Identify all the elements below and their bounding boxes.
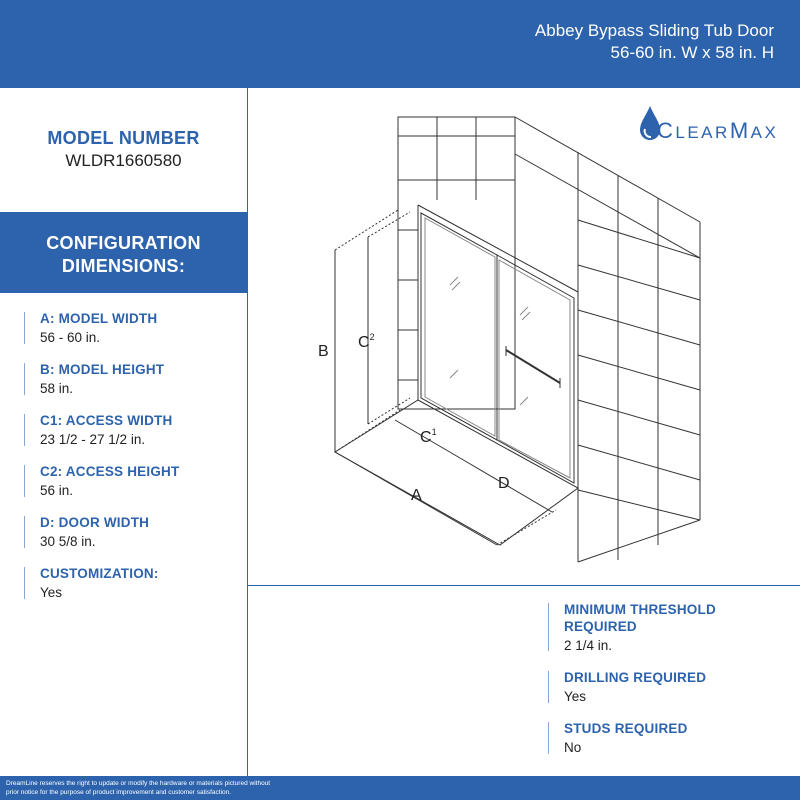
model-number-block [0,128,247,171]
requirement-drilling [548,669,716,720]
dimension-label-c1-letter: C [420,429,432,446]
configuration-heading-line2: DIMENSIONS: [61,256,186,276]
dimension-label-b: B [318,343,329,360]
spec-label: A: MODEL WIDTH [40,311,158,326]
spec-value: 30 5/8 in. [40,534,96,549]
spec-label: B: MODEL HEIGHT [40,362,165,377]
header-banner [0,0,800,88]
logo-letters-lear: LEAR [675,123,730,142]
footer-disclaimer-line1: DreamLine reserves the right to update or modify the hardware or materials pictured without [6,780,271,787]
tub-door-diagram [248,89,800,585]
spec-accent-bar [24,363,25,395]
footer-banner [0,776,800,800]
configuration-heading [0,212,247,293]
divider-horizontal [247,585,800,586]
requirement-label-line2: REQUIRED [564,619,637,634]
spec-list [24,310,179,616]
spec-access-height [24,463,179,514]
requirement-label-line1: DRILLING REQUIRED [564,670,707,685]
spec-value: 23 1/2 - 27 1/2 in. [40,432,146,447]
footer-disclaimer-line2: prior notice for the purpose of product improvement and customer satisfaction. [6,789,232,796]
dimension-label-d: D [498,475,510,492]
dimension-label-c2 [358,332,375,351]
product-title [535,20,774,64]
requirement-label-line1: MINIMUM THRESHOLD [564,602,716,617]
spec-accent-bar [24,465,25,497]
spec-model-width [24,310,179,361]
requirement-accent-bar [548,722,549,754]
footer-disclaimer [6,779,346,797]
spec-accent-bar [24,516,25,548]
spec-value: 56 in. [40,483,74,498]
door-panel-left [421,213,497,440]
spec-accent-bar [24,312,25,344]
requirement-studs [548,720,716,771]
product-title-line1: Abbey Bypass Sliding Tub Door [534,21,774,40]
requirement-value: 2 1/4 in. [564,638,613,653]
spec-accent-bar [24,414,25,446]
spec-label: C1: ACCESS WIDTH [40,413,173,428]
requirement-accent-bar [548,671,549,703]
spec-label: CUSTOMIZATION: [40,566,159,581]
product-title-line2: 56-60 in. W x 58 in. H [610,43,774,62]
spec-customization [24,565,179,616]
requirement-value: No [564,740,582,755]
spec-door-width [24,514,179,565]
dimension-label-a: A [411,487,422,504]
spec-label: C2: ACCESS HEIGHT [40,464,180,479]
spec-value: 58 in. [40,381,74,396]
requirement-minimum-threshold [548,601,716,669]
spec-model-height [24,361,179,412]
dimension-label-c1-sup: 1 [431,427,437,437]
spec-label: D: DOOR WIDTH [40,515,150,530]
dimension-label-c2-sup: 2 [369,332,375,342]
configuration-heading-line1: CONFIGURATION [46,233,201,253]
spec-value: 56 - 60 in. [40,330,101,345]
logo-letters-ax: AX [750,123,779,142]
requirements-list [548,601,716,771]
logo-letter-c: C [657,118,676,143]
requirement-accent-bar [548,603,549,651]
spec-access-width [24,412,179,463]
dimension-label-c2-letter: C [358,334,370,351]
spec-accent-bar [24,567,25,599]
requirement-value: Yes [564,689,587,704]
requirement-label-line1: STUDS REQUIRED [564,721,688,736]
logo-letter-m: M [729,118,751,143]
model-number-value: WLDR1660580 [65,151,182,170]
spec-value: Yes [40,585,63,600]
model-number-label: MODEL NUMBER [47,128,200,148]
